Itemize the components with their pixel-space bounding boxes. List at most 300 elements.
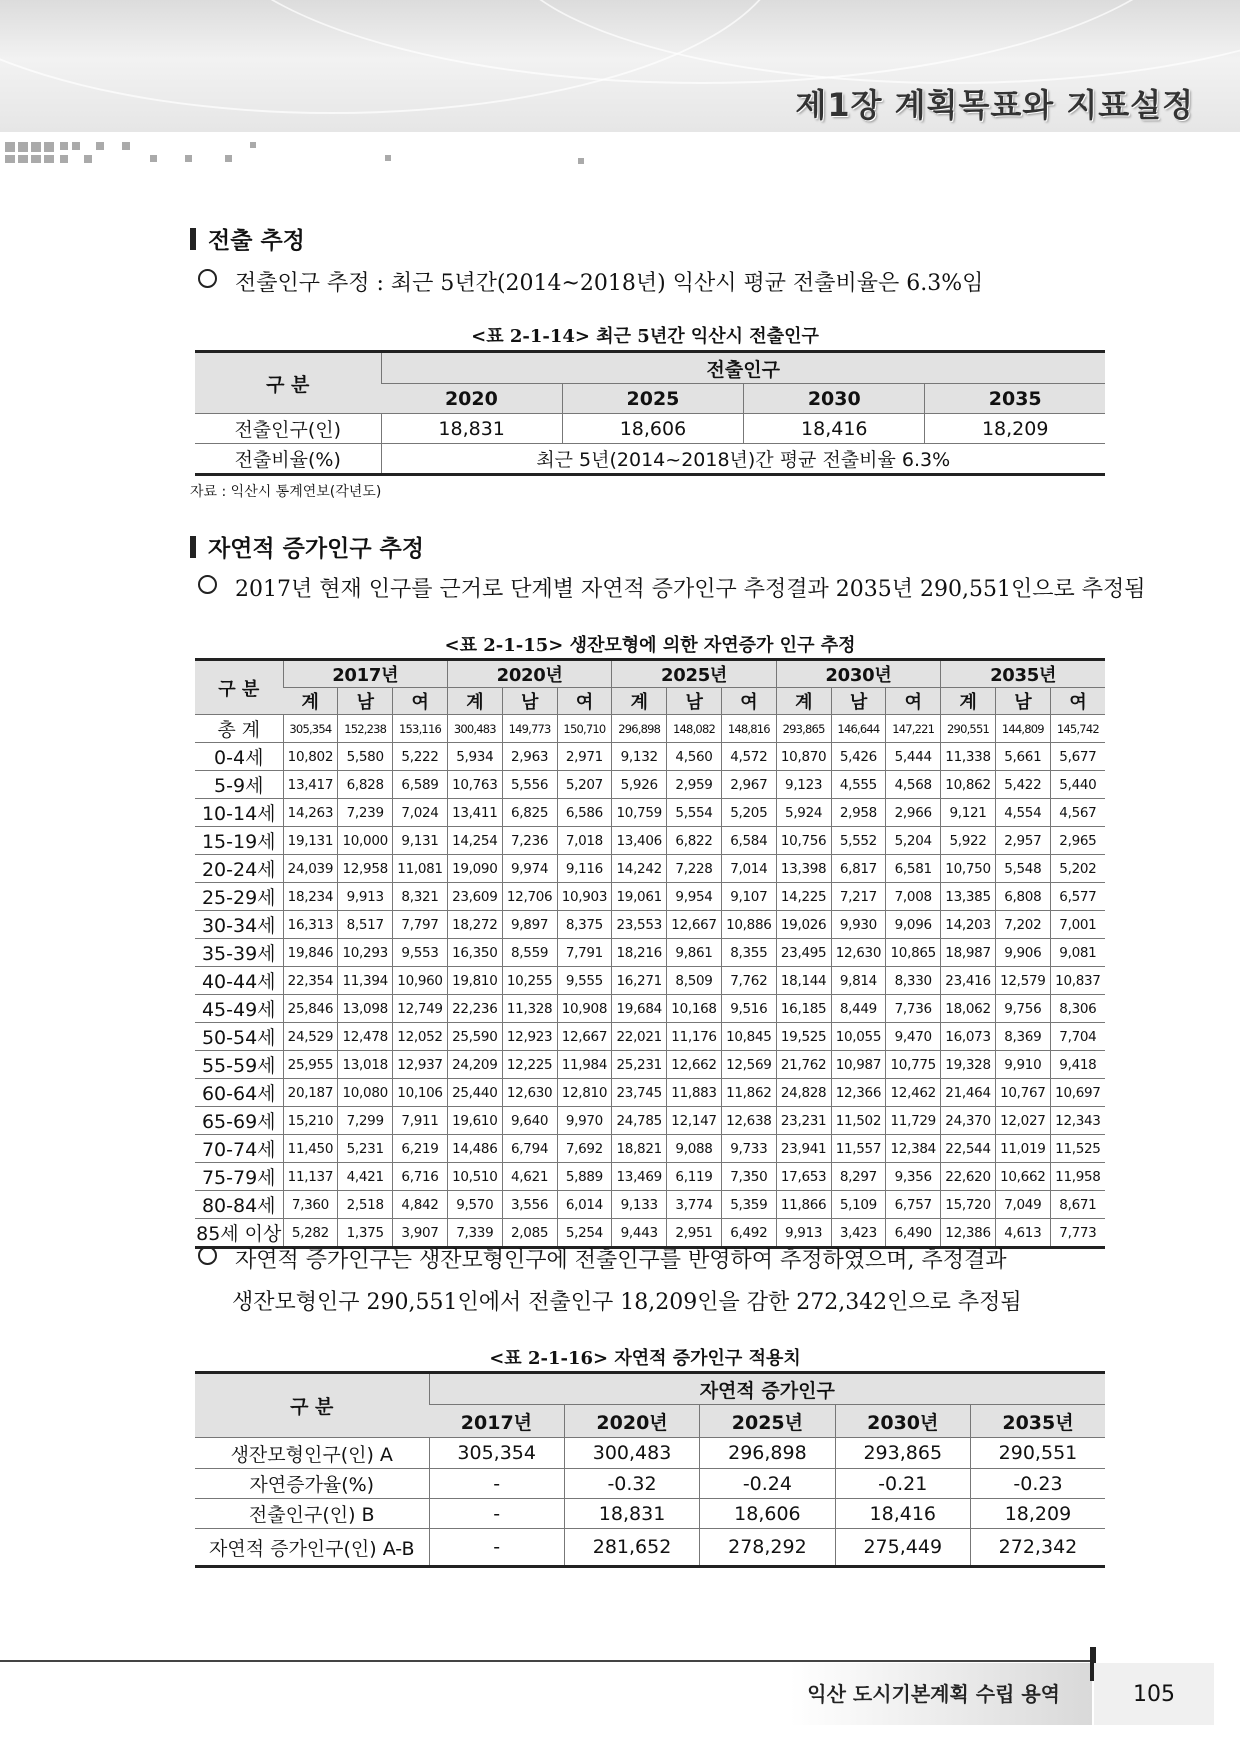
cell: 5,444 <box>886 743 941 771</box>
cell: 293,865 <box>776 715 831 743</box>
cell: 23,416 <box>941 967 996 995</box>
cell: 18,606 <box>700 1499 835 1529</box>
sex-header: 계 <box>447 688 502 715</box>
cell: 9,131 <box>393 827 448 855</box>
cell: 10,106 <box>393 1079 448 1107</box>
cell: 18,821 <box>612 1135 667 1163</box>
cell: 9,913 <box>338 883 393 911</box>
cell: 5,934 <box>447 743 502 771</box>
cell: 10,756 <box>776 827 831 855</box>
cell: 11,866 <box>776 1191 831 1219</box>
sex-header: 계 <box>612 688 667 715</box>
cell: 10,293 <box>338 939 393 967</box>
cell: 8,330 <box>886 967 941 995</box>
cell: 18,209 <box>970 1499 1105 1529</box>
cell: 296,898 <box>612 715 667 743</box>
cell: 9,756 <box>995 995 1050 1023</box>
cell: 9,733 <box>721 1135 776 1163</box>
cell: 23,231 <box>776 1107 831 1135</box>
cell: 6,822 <box>667 827 722 855</box>
cell: 18,144 <box>776 967 831 995</box>
cell: 13,417 <box>283 771 338 799</box>
cell: 12,225 <box>502 1051 557 1079</box>
cell: 305,354 <box>429 1438 564 1469</box>
cell: 6,589 <box>393 771 448 799</box>
cell: 290,551 <box>941 715 996 743</box>
cell: 13,018 <box>338 1051 393 1079</box>
table-row <box>195 743 1105 771</box>
cell: 18,831 <box>381 414 562 444</box>
cell: 19,525 <box>776 1023 831 1051</box>
cell: 11,502 <box>831 1107 886 1135</box>
cell: 18,272 <box>447 911 502 939</box>
row-label: 45-49세 <box>195 995 283 1023</box>
cell: 148,082 <box>667 715 722 743</box>
cell: 13,385 <box>941 883 996 911</box>
cell: 144,809 <box>995 715 1050 743</box>
cell: 9,132 <box>612 743 667 771</box>
cell: 5,552 <box>831 827 886 855</box>
cell: 8,369 <box>995 1023 1050 1051</box>
cell: 9,930 <box>831 911 886 939</box>
cell: 7,228 <box>667 855 722 883</box>
cell: 5,422 <box>995 771 1050 799</box>
bullet-circle-icon <box>198 1246 217 1265</box>
cell: 2,085 <box>502 1219 557 1248</box>
table-row <box>195 414 1105 444</box>
table-row <box>195 911 1105 939</box>
cell: 3,423 <box>831 1219 886 1248</box>
row-label: 85세 이상 <box>195 1219 283 1248</box>
cell: 10,168 <box>667 995 722 1023</box>
cell: 12,810 <box>557 1079 612 1107</box>
page-number: 105 <box>1094 1663 1214 1725</box>
cell: 10,080 <box>338 1079 393 1107</box>
year-header: 2035년 <box>941 660 1105 688</box>
cell: 9,121 <box>941 799 996 827</box>
table-row <box>195 1023 1105 1051</box>
cell: 7,911 <box>393 1107 448 1135</box>
table-row <box>195 883 1105 911</box>
row-label: 전출인구(인) <box>195 414 381 444</box>
table-row <box>195 715 1105 743</box>
cell: 11,525 <box>1050 1135 1105 1163</box>
cell: 12,958 <box>338 855 393 883</box>
cell: 7,299 <box>338 1107 393 1135</box>
cell: 11,137 <box>283 1163 338 1191</box>
cell: 19,131 <box>283 827 338 855</box>
cell: 7,202 <box>995 911 1050 939</box>
cell: 15,720 <box>941 1191 996 1219</box>
cell: 16,073 <box>941 1023 996 1051</box>
row-label: 40-44세 <box>195 967 283 995</box>
cell: 8,559 <box>502 939 557 967</box>
row-label: 20-24세 <box>195 855 283 883</box>
cell: 12,662 <box>667 1051 722 1079</box>
row-label: 65-69세 <box>195 1107 283 1135</box>
cell: 7,360 <box>283 1191 338 1219</box>
cell: 12,052 <box>393 1023 448 1051</box>
year-header: 2025년 <box>700 1405 835 1438</box>
cell: 5,204 <box>886 827 941 855</box>
cell: 22,620 <box>941 1163 996 1191</box>
row-label: 75-79세 <box>195 1163 283 1191</box>
cell: 9,954 <box>667 883 722 911</box>
cell: 6,584 <box>721 827 776 855</box>
cell: 2,959 <box>667 771 722 799</box>
cell: 9,906 <box>995 939 1050 967</box>
cell: 7,217 <box>831 883 886 911</box>
cell: 11,176 <box>667 1023 722 1051</box>
table-caption-2-1-15: <표 2-1-15> 생잔모형에 의한 자연증가 인구 추정 <box>444 635 856 656</box>
cell: 2,957 <box>995 827 1050 855</box>
cell: 10,870 <box>776 743 831 771</box>
cohort-table <box>195 658 1105 1249</box>
cell: 9,970 <box>557 1107 612 1135</box>
cell: 12,667 <box>557 1023 612 1051</box>
cell: 5,580 <box>338 743 393 771</box>
cell: 9,470 <box>886 1023 941 1051</box>
cell: 21,762 <box>776 1051 831 1079</box>
table-row <box>195 995 1105 1023</box>
cell: 25,846 <box>283 995 338 1023</box>
cell: 10,845 <box>721 1023 776 1051</box>
cell: 12,706 <box>502 883 557 911</box>
cell: 7,018 <box>557 827 612 855</box>
cell: 11,883 <box>667 1079 722 1107</box>
sex-header: 계 <box>776 688 831 715</box>
table-corner: 구 분 <box>195 660 283 715</box>
cell: 8,375 <box>557 911 612 939</box>
cell: 13,469 <box>612 1163 667 1191</box>
cell: 147,221 <box>886 715 941 743</box>
cell: 14,242 <box>612 855 667 883</box>
table-row <box>195 939 1105 967</box>
cell: 8,321 <box>393 883 448 911</box>
cell: 11,729 <box>886 1107 941 1135</box>
table-row <box>195 1191 1105 1219</box>
year-header: 2030 <box>744 384 925 414</box>
row-label: 생잔모형인구(인) A <box>195 1438 429 1469</box>
cell: 152,238 <box>338 715 393 743</box>
cell: 10,763 <box>447 771 502 799</box>
cell: 6,808 <box>995 883 1050 911</box>
cell: 4,560 <box>667 743 722 771</box>
cell: 6,817 <box>831 855 886 883</box>
bullet-circle-icon <box>198 575 217 594</box>
cell: 18,606 <box>562 414 743 444</box>
sex-header: 남 <box>831 688 886 715</box>
cell: 19,328 <box>941 1051 996 1079</box>
cell: - <box>429 1469 564 1499</box>
cell: 10,802 <box>283 743 338 771</box>
table-row <box>195 967 1105 995</box>
cell: 22,354 <box>283 967 338 995</box>
cell: 305,354 <box>283 715 338 743</box>
cell: 19,810 <box>447 967 502 995</box>
cell: 11,328 <box>502 995 557 1023</box>
cell: 8,509 <box>667 967 722 995</box>
year-header: 2020 <box>381 384 562 414</box>
cell: 23,745 <box>612 1079 667 1107</box>
table-row <box>195 827 1105 855</box>
cell: - <box>429 1499 564 1529</box>
sex-header: 여 <box>886 688 941 715</box>
cell: 7,049 <box>995 1191 1050 1219</box>
year-header: 2025년 <box>612 660 776 688</box>
cell: 9,640 <box>502 1107 557 1135</box>
bullet-circle-icon <box>198 269 217 288</box>
cell: 11,338 <box>941 743 996 771</box>
cell: 9,897 <box>502 911 557 939</box>
cell: 7,008 <box>886 883 941 911</box>
year-header: 2035년 <box>970 1405 1105 1438</box>
sex-header: 남 <box>502 688 557 715</box>
row-label: 30-34세 <box>195 911 283 939</box>
cell: 10,960 <box>393 967 448 995</box>
cell: 13,098 <box>338 995 393 1023</box>
cell: 9,088 <box>667 1135 722 1163</box>
group-header: 전출인구 <box>381 352 1105 384</box>
cell: 10,255 <box>502 967 557 995</box>
cell: 12,749 <box>393 995 448 1023</box>
cell: 3,774 <box>667 1191 722 1219</box>
cell: 11,557 <box>831 1135 886 1163</box>
cell: 24,209 <box>447 1051 502 1079</box>
section-heading-outflow: 전출 추정 <box>190 222 305 255</box>
cell: 9,974 <box>502 855 557 883</box>
sex-header: 계 <box>941 688 996 715</box>
cell: 23,609 <box>447 883 502 911</box>
cell: 10,903 <box>557 883 612 911</box>
cell: 14,263 <box>283 799 338 827</box>
cell: 4,554 <box>995 799 1050 827</box>
cell: 4,421 <box>338 1163 393 1191</box>
cell: 6,586 <box>557 799 612 827</box>
row-label: 80-84세 <box>195 1191 283 1219</box>
cell: 25,955 <box>283 1051 338 1079</box>
chapter-title: 제1장 계획목표와 지표설정 <box>795 86 1194 124</box>
cell: 10,510 <box>447 1163 502 1191</box>
cell: 6,828 <box>338 771 393 799</box>
cell: 5,548 <box>995 855 1050 883</box>
cell: 153,116 <box>393 715 448 743</box>
cell: 10,000 <box>338 827 393 855</box>
cell: 5,677 <box>1050 743 1105 771</box>
cell: 10,987 <box>831 1051 886 1079</box>
cell: 9,570 <box>447 1191 502 1219</box>
cell: 5,231 <box>338 1135 393 1163</box>
sex-header: 여 <box>721 688 776 715</box>
sex-header: 남 <box>667 688 722 715</box>
cell: 17,653 <box>776 1163 831 1191</box>
cell: 11,394 <box>338 967 393 995</box>
cell: 8,297 <box>831 1163 886 1191</box>
year-header: 2035 <box>925 384 1105 414</box>
cell: 14,225 <box>776 883 831 911</box>
cell: 14,486 <box>447 1135 502 1163</box>
cell: 19,026 <box>776 911 831 939</box>
cell: 4,567 <box>1050 799 1105 827</box>
cell: 5,440 <box>1050 771 1105 799</box>
cell: 12,579 <box>995 967 1050 995</box>
cell: 12,638 <box>721 1107 776 1135</box>
group-header: 자연적 증가인구 <box>429 1373 1105 1405</box>
bullet-natural-increase: 2017년 현재 인구를 근거로 단계별 자연적 증가인구 추정결과 2035년 290,551인으로 추정됨 <box>198 569 1145 611</box>
cell: 9,107 <box>721 883 776 911</box>
cell: 12,923 <box>502 1023 557 1051</box>
cell: 12,569 <box>721 1051 776 1079</box>
decorative-dots <box>0 142 600 168</box>
cell: 5,202 <box>1050 855 1105 883</box>
year-header: 2017년 <box>283 660 447 688</box>
cell: 5,661 <box>995 743 1050 771</box>
cell: 12,027 <box>995 1107 1050 1135</box>
cell: 5,222 <box>393 743 448 771</box>
cell: 6,757 <box>886 1191 941 1219</box>
heading-bar <box>190 536 196 558</box>
cell: 7,001 <box>1050 911 1105 939</box>
cell: 10,908 <box>557 995 612 1023</box>
cell: 2,966 <box>886 799 941 827</box>
cell: 9,553 <box>393 939 448 967</box>
cell: 4,572 <box>721 743 776 771</box>
cell: 23,495 <box>776 939 831 967</box>
row-label: 55-59세 <box>195 1051 283 1079</box>
cell: 7,024 <box>393 799 448 827</box>
cell: 272,342 <box>970 1529 1105 1567</box>
bullet-applied: 자연적 증가인구는 생잔모형인구에 전출인구를 반영하여 추정하였으며, 추정결과 생잔모형인구 290,551인에서 전출인구 18,209인을 감한 272,342인으로 추정됨 <box>198 1240 1022 1324</box>
cell: 5,924 <box>776 799 831 827</box>
cell: 300,483 <box>564 1438 699 1469</box>
cell: 9,081 <box>1050 939 1105 967</box>
cell: 18,831 <box>564 1499 699 1529</box>
cell: 4,613 <box>995 1219 1050 1248</box>
cell: 6,492 <box>721 1219 776 1248</box>
year-header: 2025 <box>562 384 743 414</box>
cell: 6,716 <box>393 1163 448 1191</box>
cell: 3,556 <box>502 1191 557 1219</box>
cell: 1,375 <box>338 1219 393 1248</box>
cell: 14,254 <box>447 827 502 855</box>
cell: 5,205 <box>721 799 776 827</box>
cell: 2,971 <box>557 743 612 771</box>
cell: 13,398 <box>776 855 831 883</box>
cell: 5,556 <box>502 771 557 799</box>
cell: 10,862 <box>941 771 996 799</box>
cell: 149,773 <box>502 715 557 743</box>
table-row <box>195 1163 1105 1191</box>
cell: 24,039 <box>283 855 338 883</box>
cell: 2,965 <box>1050 827 1105 855</box>
cell: - <box>429 1529 564 1567</box>
cell: 12,667 <box>667 911 722 939</box>
outflow-table <box>195 350 1105 476</box>
cell: 11,081 <box>393 855 448 883</box>
cell: 9,861 <box>667 939 722 967</box>
cell: 9,096 <box>886 911 941 939</box>
cell: 7,736 <box>886 995 941 1023</box>
year-header: 2030년 <box>776 660 940 688</box>
table-corner: 구 분 <box>195 352 381 414</box>
cell: 10,767 <box>995 1079 1050 1107</box>
cell: 12,343 <box>1050 1107 1105 1135</box>
cell: 6,119 <box>667 1163 722 1191</box>
cell: 11,450 <box>283 1135 338 1163</box>
cell: 7,339 <box>447 1219 502 1248</box>
cell: -0.32 <box>564 1469 699 1499</box>
cell: 10,865 <box>886 939 941 967</box>
table-caption-2-1-14: <표 2-1-14> 최근 5년간 익산시 전출인구 <box>471 326 819 347</box>
cell: 5,889 <box>557 1163 612 1191</box>
cell: 4,621 <box>502 1163 557 1191</box>
cell: 6,490 <box>886 1219 941 1248</box>
cell: 11,862 <box>721 1079 776 1107</box>
cell: 최근 5년(2014~2018년)간 평균 전출비율 6.3% <box>381 444 1105 475</box>
cell: 5,426 <box>831 743 886 771</box>
row-label: 35-39세 <box>195 939 283 967</box>
cell: 5,926 <box>612 771 667 799</box>
cell: 18,234 <box>283 883 338 911</box>
cell: 12,384 <box>886 1135 941 1163</box>
cell: 293,865 <box>835 1438 970 1469</box>
cell: 2,518 <box>338 1191 393 1219</box>
cell: 9,910 <box>995 1051 1050 1079</box>
row-label: 10-14세 <box>195 799 283 827</box>
footer-title: 익산 도시기본계획 수립 용역 <box>807 1682 1060 1706</box>
cell: 19,846 <box>283 939 338 967</box>
cell: 9,133 <box>612 1191 667 1219</box>
cell: 9,516 <box>721 995 776 1023</box>
row-label: 5-9세 <box>195 771 283 799</box>
cell: 15,210 <box>283 1107 338 1135</box>
cell: 18,416 <box>744 414 925 444</box>
cell: 146,644 <box>831 715 886 743</box>
sex-header: 여 <box>557 688 612 715</box>
cell: 8,449 <box>831 995 886 1023</box>
cell: 9,443 <box>612 1219 667 1248</box>
sex-header: 여 <box>393 688 448 715</box>
year-header: 2020년 <box>564 1405 699 1438</box>
cell: 4,842 <box>393 1191 448 1219</box>
cell: 12,630 <box>502 1079 557 1107</box>
cell: 9,123 <box>776 771 831 799</box>
cell: 7,236 <box>502 827 557 855</box>
cell: 9,356 <box>886 1163 941 1191</box>
year-header: 2030년 <box>835 1405 970 1438</box>
cell: 6,219 <box>393 1135 448 1163</box>
cell: 16,350 <box>447 939 502 967</box>
cell: 10,750 <box>941 855 996 883</box>
cell: 25,231 <box>612 1051 667 1079</box>
cell: 275,449 <box>835 1529 970 1567</box>
table-row <box>195 1529 1105 1567</box>
cell: 10,775 <box>886 1051 941 1079</box>
cell: 145,742 <box>1050 715 1105 743</box>
cell: 24,529 <box>283 1023 338 1051</box>
cell: 11,984 <box>557 1051 612 1079</box>
cell: 8,306 <box>1050 995 1105 1023</box>
cell: 12,478 <box>338 1023 393 1051</box>
year-header: 2017년 <box>429 1405 564 1438</box>
cell: 6,794 <box>502 1135 557 1163</box>
cell: 10,837 <box>1050 967 1105 995</box>
cell: 281,652 <box>564 1529 699 1567</box>
cell: 2,958 <box>831 799 886 827</box>
cell: -0.24 <box>700 1469 835 1499</box>
cell: 12,462 <box>886 1079 941 1107</box>
cell: 7,692 <box>557 1135 612 1163</box>
